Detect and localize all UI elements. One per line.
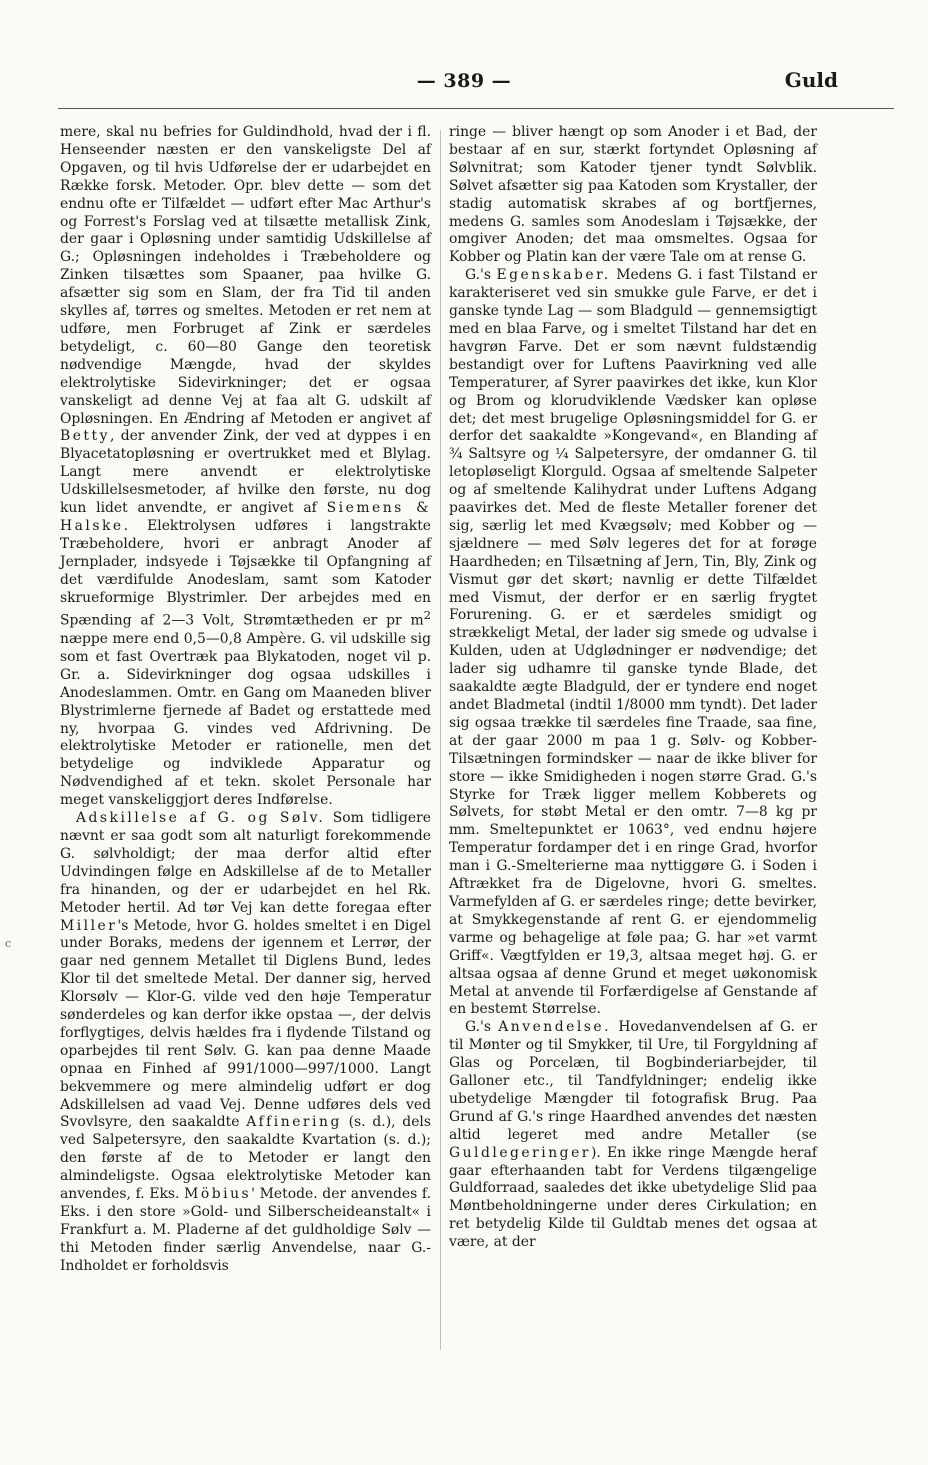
left-column: [60, 124, 431, 1276]
paragraph-continuation: ringe — bliver hængt op som Anoder i et Bad, der bestaar af en sur, stærkt fortyndet Opløsning af Sølvnitrat; som Katoder tjener tyndt Sølvblik. Sølvet afsætter sig paa Katoden som Krystaller, der stadig automatisk skrabes af og bortfjernes, medens G. samles som Anodeslam i Tøjsække, der omgiver Anoden; det maa omsmeltes. Ogsaa for Kobber og Platin kan der være Tale om at rense G.: [449, 124, 817, 266]
section-heading-properties: Egenskaber.: [496, 267, 611, 284]
section-heading-separation: Adskillelse af G. og Sølv.: [76, 810, 326, 827]
section-heading-uses: Anvendelse.: [498, 1019, 612, 1036]
header-rule: [58, 108, 894, 109]
column-divider: [440, 130, 441, 1350]
paragraph-properties: G.'s Egenskaber. Medens G. i fast Tilstand er karakteriseret ved sin smukke gule Farve, er det i ganske tynde Lag — som Bladguld — gennemsigtigt med en blaa Farve, og i smeltet Tilstand har det en havgrøn Farve. Det er som nævnt fuldstændig bestandigt over for Luftens Paavirkning ved alle Temperaturer, af Syrer paavirkes det ikke, kun Klor og Brom og klorudviklende Vædsker kan opløse det; det mest brugelige Opløsningsmiddel for G. er derfor det saakaldte »Kongevand«, en Blanding af ¾ Saltsyre og ¼ Salpetersyre, der omdanner G. til letopløseligt Klorguld. Ogsaa af smeltende Salpeter og af smeltende Kalihydrat under Luftens Adgang paavirkes det. Med de fleste Metaller forener det sig, særlig let med Kvægsølv; med Kobber og — sjældnere — med Sølv legeres det for at forøge Haardheden; en Tilsætning af Jern, Tin, Bly, Zink og Vismut gør det skørt; navnlig er dette Tilfældet med Vismut, der derfor er en særlig frygtet Forurening. G. er et særdeles smidigt og strækkeligt Metal, der lader sig smede og udvalse i Kulden, uden at Udglødninger er nødvendige; det lader sig udhamre til ganske tynde Blade, det saakaldte ægte Bladguld, der er tyndere end noget andet Bladmetal (indtil 1/8000 mm tyndt). Det lader sig ogsaa trække til særdeles fine Traade, saa fine, at der gaar 2000 m paa 1 g. Sølv- og Kobber-Tilsætningen formindsker — naar de ikke bliver for store — ikke Smidigheden i nogen større Grad. G.'s Styrke for Træk ligger mellem Kobberets og Sølvets, for støbt Metal er den omtr. 7—8 kg pr mm. Smeltepunktet er 1063°, ved endnu højere Temperatur fordamper det i en ringe Grad, hvorfor man i G.-Smelterierne maa nyttiggøre G. i Soden i Aftrækket fra de Digelovne, hvori G. smeltes. Varmefylden af G. er særdeles ringe; dette bevirker, at Smykkegenstande af rent G. er ejendommelig varme og behagelige at føle paa; G. har »et varmt Griff«. Vægtfylden er 19,3, altsaa meget høj. G. er altsaa ogsaa af denne Grund et meget uøkonomisk Metal at anvende til Forfærdigelse af Genstande af en bestemt Størrelse.: [449, 267, 818, 1018]
name-siemens-halske: Siemens & Halske: [60, 500, 431, 534]
page-number: — 389 —: [416, 70, 512, 92]
paragraph-separation: Adskillelse af G. og Sølv. Som tidligere nævnt er saa godt som alt naturligt forekommende G. sølvholdigt; der maa derfor altid efter Udvindingen følge en Adskillelse af de to Metaller fra hinanden, og der er udarbejdet en hel Rk. Metoder hertil. Ad tør Vej kan dette foregaa efter Miller's Metode, hvor G. holdes smeltet i en Digel under Boraks, medens der igennem et Lerrør, der gaar ned gennem Metallet til Diglens Bund, ledes Klor til det smeltede Metal. Der danner sig, herved Klorsølv — Klor-G. vilde ved den høje Temperatur sønderdeles og kan derfor ikke opstaa —, der delvis forflygtiges, delvis hældes fra i flydende Tilstand og oparbejdes til rent Sølv. G. kan paa denne Maade opnaa en Finhed af 991/1000—997/1000. Langt bekvemmere og mere almindelig udført er dog Adskillelsen ad vaad Vej. Denne udføres dels ved Svovlsyre, den saakaldte Affinering (s. d.), dels ved Salpetersyre, den saakaldte Kvartation (s. d.); den første af de to Metoder er langt den almindeligste. Ogsaa elektrolytiske Metoder kan anvendes, f. Eks. Möbius' Metode. der anvendes f. Eks. i den store »Gold- und Silberscheideanstalt« i Frankfurt a. M. Pladerne af det guldholdige Sølv — thi Metoden finder særlig Anvendelse, naar G.-Indholdet er forholdsvis: [60, 810, 431, 1274]
xref-guldlegeringer: Guldlegeringer: [449, 1144, 591, 1161]
name-betty: Betty: [60, 428, 110, 445]
superscript-2: 2: [423, 608, 431, 623]
paragraph-extraction: mere, skal nu befries for Guldindhold, hvad der i fl. Henseender næsten er den vanskeligste Del af Opgaven, og til hvis Udførelse der er udarbejdet en Række forsk. Metoder. Opr. blev dette — som det endnu ofte er Tilfældet — udført efter Mac Arthur's og Forrest's Forslag ved at tilsætte metallisk Zink, der gaar i Opløsning under samtidig Udskillelse af G.; Opløsningen indeholdes i Træbeholdere og Zinken tilsættes som Spaaner, paa hvilke G. afsætter sig som en Slam, der fra Tid til anden skylles af, tørres og smeltes. Metoden er ret nem at udføre, men Forbruget af Zink er særdeles betydeligt, c. 60—80 Gange den teoretisk nødvendige Mængde, hvad der skyldes elektrolytiske Sidevirkninger; det er ogsaa vanskeligt ad denne Vej at faa alt G. udskilt af Opløsningen. En Ændring af Metoden er angivet af Betty, der anvender Zink, der ved at dyppes i en Blyacetatopløsning er overtrukket med et Blylag. Langt mere anvendt er elektrolytiske Udskillelsesmetoder, af hvilke den første, nu dog kun lidet anvendte, er angivet af Siemens & Halske. Elektrolysen udføres i langstrakte Træbeholdere, hvori er anbragt Anoder af Jernplader, indsyede i Tøjsække til Opfangning af det værdifulde Anodeslam, samt som Katoder skrueformige Blystrimler. Der arbejdes med en Spænding af 2—3 Volt, Strømtætheden er pr $m^2$ næppe mere end 0,5—0,8 Ampère. G. vil udskille sig som et fast Overtræk paa Blykatoden, noget vil p. Gr. a. Sidevirkninger dog ogsaa udskilles i Anodeslammen. Omtr. en Gang om Maaneden bliver Blystrimlerne fjernede af Badet og erstattede med ny, hvorpaa G. vindes ved Afdrivning. De elektrolytiske Metoder er rationelle, men det betydelige og indviklede Apparatur og Nødvendighed af et tekn. skolet Personale har meget vanskeliggjort deres Indførelse.: [60, 124, 431, 809]
name-miller: Miller: [60, 917, 118, 934]
fineness-value: 991/1000—997/1000: [227, 1060, 375, 1077]
term-affinering: Affinering: [246, 1114, 342, 1131]
right-column: [449, 124, 817, 1252]
margin-mark: c: [5, 937, 12, 950]
paragraph-uses: G.'s Anvendelse. Hovedanvendelsen af G. er til Mønter og til Smykker, til Ure, til Forgyldning af Glas og Porcelæn, til Bogbinderiarbejder, til Galloner etc., til Tandfyldninger; endelig ikke ubetydelige Mængder til fotografisk Brug. Paa Grund af G.'s ringe Haardhed anvendes det næsten altid legeret med andre Metaller (se Guldlegeringer). En ikke ringe Mængde heraf gaar efterhaanden tabt for Verdens tilgængelige Guldforraad, saaledes det ikke ubetydelige Slid paa Møntbeholdningerne under deres Cirkulation; en ret betydelig Kilde til Guldtab menes det ogsaa at være, at der: [449, 1019, 817, 1251]
name-mobius: Möbius: [184, 1186, 252, 1203]
running-head: Guld: [784, 68, 838, 92]
fraction-value: 1/8000: [615, 697, 665, 713]
page-header: [60, 66, 868, 102]
